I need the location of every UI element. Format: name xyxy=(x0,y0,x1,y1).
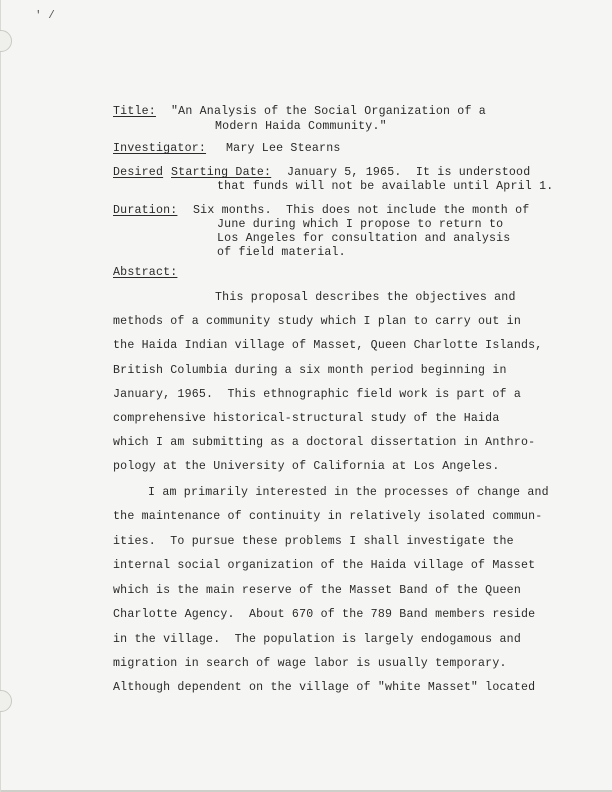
body-line: January, 1965. This ethnographic field work is part of a xyxy=(113,388,521,401)
duration-line-3: Los Angeles for consultation and analysis xyxy=(217,232,511,245)
punch-hole-bottom xyxy=(0,690,12,712)
investigator-value: Mary Lee Stearns xyxy=(226,142,341,155)
punch-hole-top xyxy=(0,30,12,52)
abstract-label: Abstract: xyxy=(113,266,178,279)
body-line: the maintenance of continuity in relatively isolated commun- xyxy=(113,510,543,523)
body-line: migration in search of wage labor is usually temporary. xyxy=(113,657,507,670)
investigator-label: Investigator: xyxy=(113,142,207,155)
date-line-2: that funds will not be available until April 1. xyxy=(217,180,554,193)
body-line: pology at the University of California at Los Angeles. xyxy=(113,460,500,473)
body-line: methods of a community study which I plan to carry out in xyxy=(113,315,521,328)
body-line: ities. To pursue these problems I shall investigate the xyxy=(113,535,514,548)
title-line-1: "An Analysis of the Social Organization of a xyxy=(171,105,486,118)
body-line: comprehensive historical-structural study of the Haida xyxy=(113,412,500,425)
duration-line-1: Six months. This does not include the month of xyxy=(193,204,530,217)
duration-label: Duration: xyxy=(113,204,178,217)
date-label-desired: Desired xyxy=(113,166,164,179)
body-line: which is the main reserve of the Masset Band of the Queen xyxy=(113,584,521,597)
title-label: Title: xyxy=(113,105,156,118)
body-line: Charlotte Agency. About 670 of the 789 Band members reside xyxy=(113,608,536,621)
body-line: British Columbia during a six month period beginning in xyxy=(113,364,507,377)
title-line-2: Modern Haida Community." xyxy=(215,120,387,133)
duration-line-4: of field material. xyxy=(217,246,346,259)
body-line: which I am submitting as a doctoral dissertation in Anthro- xyxy=(113,436,536,449)
body-line: in the village. The population is largely endogamous and xyxy=(113,633,521,646)
body-line: the Haida Indian village of Masset, Queen Charlotte Islands, xyxy=(113,339,543,352)
margin-pencil-mark: ′ / xyxy=(35,10,55,22)
duration-line-2: June during which I propose to return to xyxy=(217,218,504,231)
body-line: I am primarily interested in the processes of change and xyxy=(148,486,549,499)
body-line: Although dependent on the village of "white Masset" located xyxy=(113,681,536,694)
body-line: internal social organization of the Haida village of Masset xyxy=(113,559,536,572)
date-line-1: January 5, 1965. It is understood xyxy=(287,166,531,179)
body-line: This proposal describes the objectives and xyxy=(215,291,516,304)
date-label-starting: Starting Date: xyxy=(171,166,272,179)
